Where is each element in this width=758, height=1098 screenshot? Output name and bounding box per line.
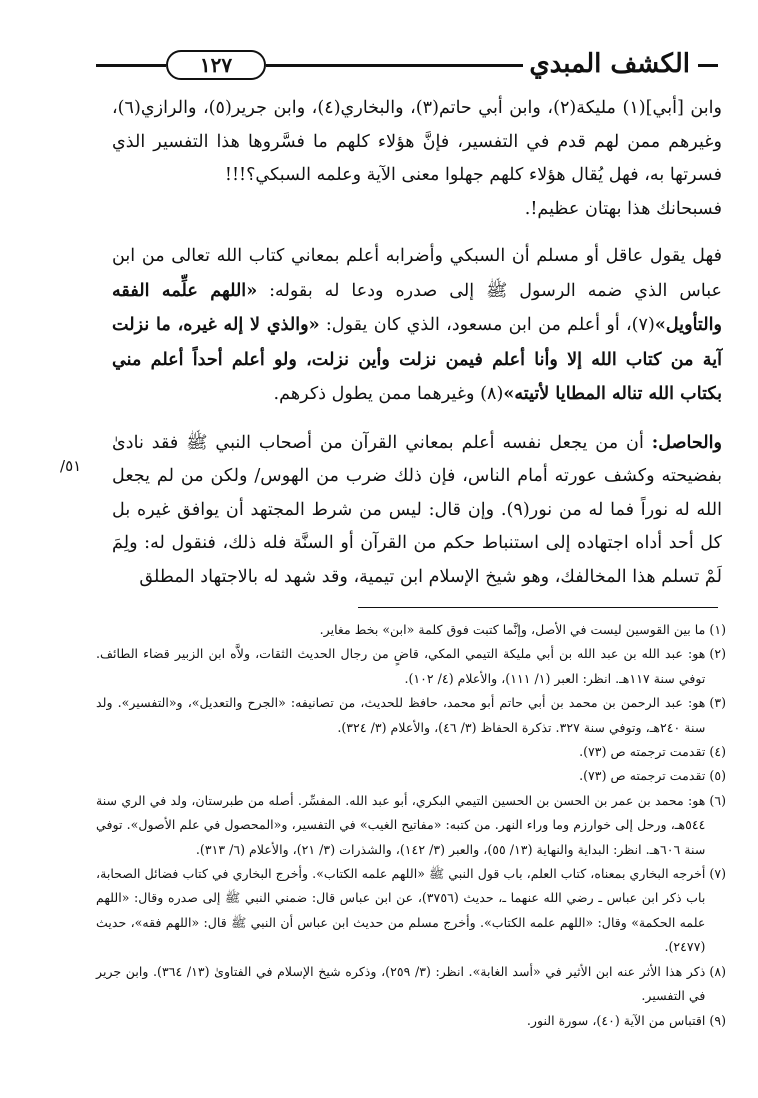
footnote-text: ذكر هذا الأثر عنه ابن الأثير في «أسد الغابة». انظر: (٣/ ٢٥٩)، وذكره شيخ الإسلام في الفتاوىٰ (١٣/ ٣٦٤). وابن جرير في التفسير. bbox=[96, 963, 706, 1004]
footnote bbox=[96, 618, 726, 642]
hadith-quote-2: «والذي لا إله غيره، ما نزلت آية من كتاب الله إلا وأنا أعلم فيمن نزلت وأين نزلت، ولو أعلم أحداً أعلم مني بكتاب الله تناله المطايا لأتيته» bbox=[112, 314, 722, 404]
footnote bbox=[96, 642, 726, 691]
paragraph-1 bbox=[112, 92, 722, 193]
footnote bbox=[96, 789, 726, 862]
header-rule-left bbox=[96, 64, 166, 67]
hadith-quote-1: «اللهم علِّمه الفقه والتأويل» bbox=[112, 279, 722, 335]
footnote bbox=[96, 764, 726, 788]
footnote bbox=[96, 740, 726, 764]
footnote bbox=[96, 862, 726, 960]
paragraph-3 bbox=[112, 426, 722, 595]
paragraph-3-text: أن من يجعل نفسه أعلم بمعاني القرآن من أصحاب النبي ﷺ فقد نادىٰ بفضيحته وكشف عورته أمام الناس، فإن ذلك ضرب من الهوس/ ولكن من لم يجعل الله له نوراً فما له من نور(٩). وإن قال: ليس من شرط المجتهد أن يوافق غيره بل كل أحد أداه اجتهاده إلى استنباط حكم من القرآن أو السنَّة فله ذلك، فنقول له: ولِمَ لَمْ تسلم هذا المخالفك، وهو شيخ الإسلام ابن تيمية، وقد شهد له بالاجتهاد المطلق bbox=[112, 432, 722, 587]
footnote-text: هو: عبد الله بن عبد الله بن أبي مليكة التيمي المكي، قاضٍ من رجال الحديث الثقات، ولاَّه ابن الزبير قضاء الطائف. توفي سنة ١١٧هـ. انظر: العبر (١/ ١١١)، والأعلام (٤/ ١٠٢). bbox=[96, 646, 706, 686]
footnote bbox=[96, 1009, 726, 1033]
footnote-number: (٥) bbox=[709, 768, 726, 784]
footnote-separator bbox=[358, 607, 718, 608]
footnote-number: (٢) bbox=[709, 646, 726, 662]
footnote-number: (٤) bbox=[709, 744, 726, 760]
paragraph-2-intro: فهل يقول عاقل أو مسلم أن السبكي وأضرابه أعلم بمعاني كتاب الله تعالى من ابن عباس الذي ضمه الرسول ﷺ إلى صدره ودعا له بقوله: bbox=[112, 246, 723, 301]
paragraph-1-exclamation: فسبحانك هذا بهتان عظيم!. bbox=[524, 198, 722, 219]
footnote-text: تقدمت ترجمته ص (٧٣). bbox=[579, 768, 706, 784]
footnote-text: ما بين القوسين ليست في الأصل، وإنَّما كتبت فوق كلمة «ابن» بخط مغاير. bbox=[319, 622, 706, 637]
footnote-text: تقدمت ترجمته ص (٧٣). bbox=[579, 744, 706, 760]
paragraph-1-text: وابن [أبي](١) مليكة(٢)، وابن أبي حاتم(٣)، والبخاري(٤)، وابن جرير(٥)، والرازي(٦)، وغيرهم ممن لهم قدم في التفسير، فإنَّ هؤلاء كلهم ما فسَّروها هذا التفسير الذي فسرتها به، فهل يُقال هؤلاء كلهم جهلوا معنى الآية وعلمه السبكي؟!!! bbox=[112, 98, 723, 185]
footnotes bbox=[96, 618, 726, 1033]
footnote-number: (٣) bbox=[709, 695, 726, 711]
paragraph-1-end bbox=[112, 193, 722, 227]
header-rule-right bbox=[698, 64, 718, 67]
conclusion-label: والحاصل: bbox=[651, 431, 722, 453]
running-header bbox=[96, 46, 718, 86]
paragraph-2 bbox=[112, 240, 722, 412]
footnote-number: (٨) bbox=[709, 963, 726, 979]
footnote-number: (٦) bbox=[709, 792, 726, 808]
main-text bbox=[112, 92, 722, 594]
book-title: الكشف المبدي bbox=[523, 46, 696, 82]
footnote-text: اقتباس من الآية (٤٠)، سورة النور. bbox=[526, 1012, 706, 1028]
footnote-number: (٧) bbox=[709, 866, 726, 882]
footnote-text: هو: عبد الرحمن بن محمد بن أبي حاتم أبو محمد، حافظ للحديث، من تصانيفه: «الجرح والتعديل»، و«التفسير». ولد سنة ٢٤٠هـ، وتوفي سنة ٣٢٧. تذكرة الحفاظ (٣/ ٤٦)، والأعلام (٣/ ٣٢٤). bbox=[96, 695, 706, 735]
paragraph-2-end: (٨) وغيرهما ممن يطول ذكرهم. bbox=[273, 384, 504, 404]
paragraph-2-middle: (٧)، أو أعلم من ابن مسعود، الذي كان يقول: bbox=[319, 315, 655, 335]
footnote-text: أخرجه البخاري بمعناه، كتاب العلم، باب قول النبي ﷺ «اللهم علمه الكتاب». وأخرج البخاري في كتاب فضائل الصحابة، باب ذكر ابن عباس ـ رضي الله عنهما ـ، حديث (٣٧٥٦)، عن ابن عباس قال: ضمني النبي ﷺ إلى صدره وقال: «اللهم علمه الحكمة» وقال: «اللهم علمه الكتاب». وأخرج مسلم من حديث ابن عباس أن النبي ﷺ قال: «اللهم فقه»، حديث (٢٤٧٧). bbox=[96, 866, 706, 955]
footnote bbox=[96, 960, 726, 1009]
footnote-number: (١) bbox=[709, 622, 726, 637]
page-number: ١٢٧ bbox=[166, 50, 266, 80]
footnote-number: (٩) bbox=[709, 1012, 726, 1028]
footnote bbox=[96, 691, 726, 740]
manuscript-folio-ref: ٥١/ bbox=[60, 457, 82, 475]
footnote-text: هو: محمد بن عمر بن الحسن بن الحسين التيمي البكري، أبو عبد الله. المفسِّر. أصله من طبرستان، ولد في الري سنة ٥٤٤هـ، ورحل إلى خوارزم وما وراء النهر. من كتبه: «مفاتيح الغيب» في التفسير، و«المحصول في علم الأصول». توفي سنة ٦٠٦هـ. انظر: البداية والنهاية (١٣/ ٥٥)، والعبر (٣/ ١٤٢)، والشذرات (٣/ ٢١)، والأعلام (٦/ ٣١٣). bbox=[96, 792, 706, 857]
